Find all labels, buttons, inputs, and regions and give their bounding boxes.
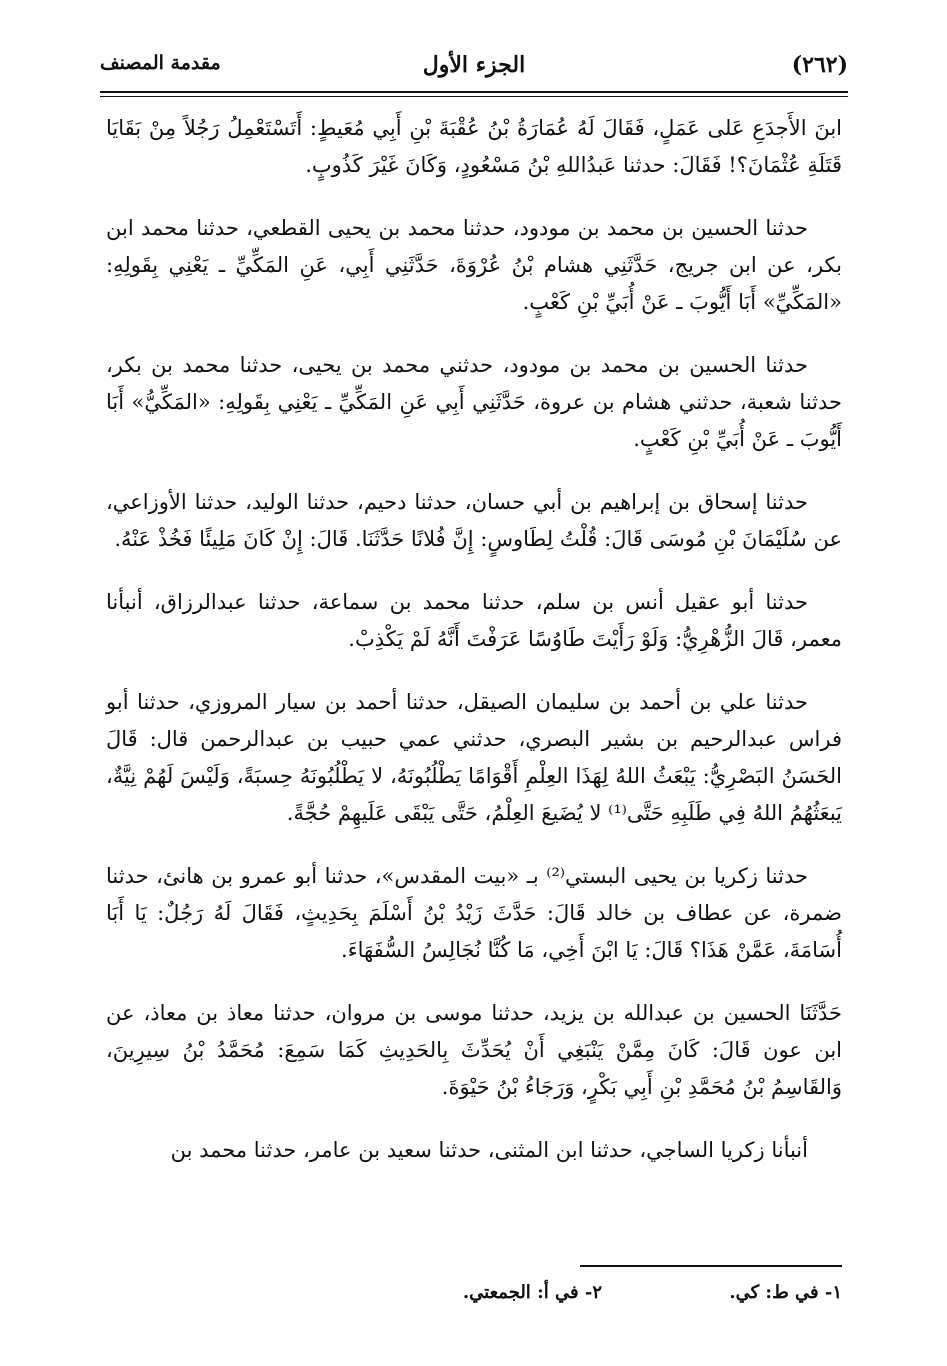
footnote-2: ٢- في أ: الجمعتي. xyxy=(462,1282,602,1303)
paragraph-8: حَدَّثَنَا الحسين بن عبدالله بن يزيد، حدثنا موسى بن مروان، حدثنا معاذ بن معاذ، عن ابن عون قَالَ: كَانَ مِمَّنْ يَنْبَغِي أَنْ يُحَدِّثَ بِالحَدِيثِ كَمَا سَمِعَ: مُحَمَّدُ بْنُ سِيرِينَ، وَالقَاسِمُ بْنُ مُحَمَّدِ بْنِ أَبِي بَكْرٍ، وَرَجَاءُ بْنُ حَيْوَةَ. xyxy=(106,1001,842,1099)
page-header xyxy=(100,48,848,88)
footnote-rule xyxy=(580,1265,842,1267)
section-title: مقدمة المصنف xyxy=(100,52,221,74)
paragraph-9: أنبأنا زكريا الساجي، حدثنا ابن المثنى، حدثنا سعيد بن عامر، حدثنا محمد بن xyxy=(170,1138,808,1162)
paragraph-5: حدثنا أبو عقيل أنس بن سلم، حدثنا محمد بن سماعة، حدثنا عبدالرزاق، أنبأنا معمر، قَالَ الزُّهْرِيُّ: وَلَوْ رَأَيْتَ طَاوُسًا عَرَفْتَ أَنَّهُ لَمْ يَكْذِبْ. xyxy=(106,590,842,651)
page-number: (٢٦٢) xyxy=(791,52,848,78)
paragraph-6: حدثنا علي بن أحمد بن سليمان الصيقل، حدثنا أحمد بن سيار المروزي، حدثنا أبو فراس عبدالرحيم بن بشير البصري، حدثني عمي حبيب بن عبدالرحمن قال: قَالَ الحَسَنُ البَصْرِيُّ: يَبْعَثُ اللهُ لِهَذَا العِلْمِ أَقْوَامًا يَطْلُبُونَهُ، لا يَطْلُبُونَهُ حِسبَةً، وَلَيْسَ لَهُمْ نِيَّةٌ، يَبعَثُهُمُ اللهُ فِي طَلَبِهِ حَتَّى⁽¹⁾ لا يُضَيعَ العِلْمُ، حَتَّى يَبْقَى عَلَيهِمْ حُجَّةً. xyxy=(106,690,842,825)
paragraph-3: حدثنا الحسين بن محمد بن مودود، حدثني محمد بن يحيى، حدثنا محمد بن بكر، حدثنا شعبة، حدثني هشام بن عروة، حَدَّثَنِي أَبِي عَنِ المَكِّيِّ ـ يَعْنِي بِقَولِهِ: «المَكِّيُّ» أَبَا أَيُّوبَ ـ عَنْ أُبَيِّ بْنِ كَعْبٍ. xyxy=(106,353,842,451)
paragraph-4: حدثنا إسحاق بن إبراهيم بن أبي حسان، حدثنا دحيم، حدثنا الوليد، حدثنا الأوزاعي، عن سُلَيْمَانَ بْنِ مُوسَى قَالَ: قُلْتُ لِطَاوسٍ: إِنَّ فُلانًا حَدَّثَنَا. قَالَ: إِنْ كَانَ مَلِيئًا فَخُذْ عَنْهُ. xyxy=(106,490,842,551)
footnote-1: ١- في ط: كي. xyxy=(729,1282,842,1303)
header-rule xyxy=(100,91,848,97)
paragraph-1: ابنَ الأَجدَعِ عَلى عَمَلٍ، فَقَالَ لَهُ عُمَارَةُ بْنُ عُقْبَةَ بْنِ أَبِي مُعَيطٍ: أَتَسْتَعْمِلُ رَجُلاً مِنْ بَقَايَا قَتَلَةِ عُثْمَانَ؟! فَقَالَ: حدثنا عَبدُاللهِ بْنُ مَسْعُودٍ، وَكَانَ غَيْرَ كَذُوبٍ. xyxy=(106,116,842,177)
paragraph-7: حدثنا زكريا بن يحيى البستي⁽²⁾ بـ «بيت المقدس»، حدثنا أبو عمرو بن هانئ، حدثنا ضمرة، عن عطاف بن خالد قَالَ: حَدَّثَ زَيْدُ بْنُ أَسْلَمَ بِحَدِيثٍ، فَقَالَ لَهُ رَجُلٌ: يَا أَبَا أُسَامَةَ، عَمَّنْ هَذَا؟ قَالَ: يَا ابْنَ أَخِي، مَا كُنَّا نُجَالِسُ السُّفَهَاءَ. xyxy=(106,864,842,962)
volume-title: الجزء الأول xyxy=(422,52,526,78)
page-body xyxy=(106,110,842,1195)
paragraph-2: حدثنا الحسين بن محمد بن مودود، حدثنا محمد بن يحيى القطعي، حدثنا محمد ابن بكر، عن ابن جريج، حَدَّثَنِي هشام بْنُ عُرْوَةَ، حَدَّثَنِي أَبِي، عَنِ المَكِّيِّ ـ يَعْنِي بِقَولِهِ: «المَكِّيِّ» أَبَا أَيُّوبَ ـ عَنْ أُبَيِّ بْنِ كَعْبٍ. xyxy=(106,216,842,314)
